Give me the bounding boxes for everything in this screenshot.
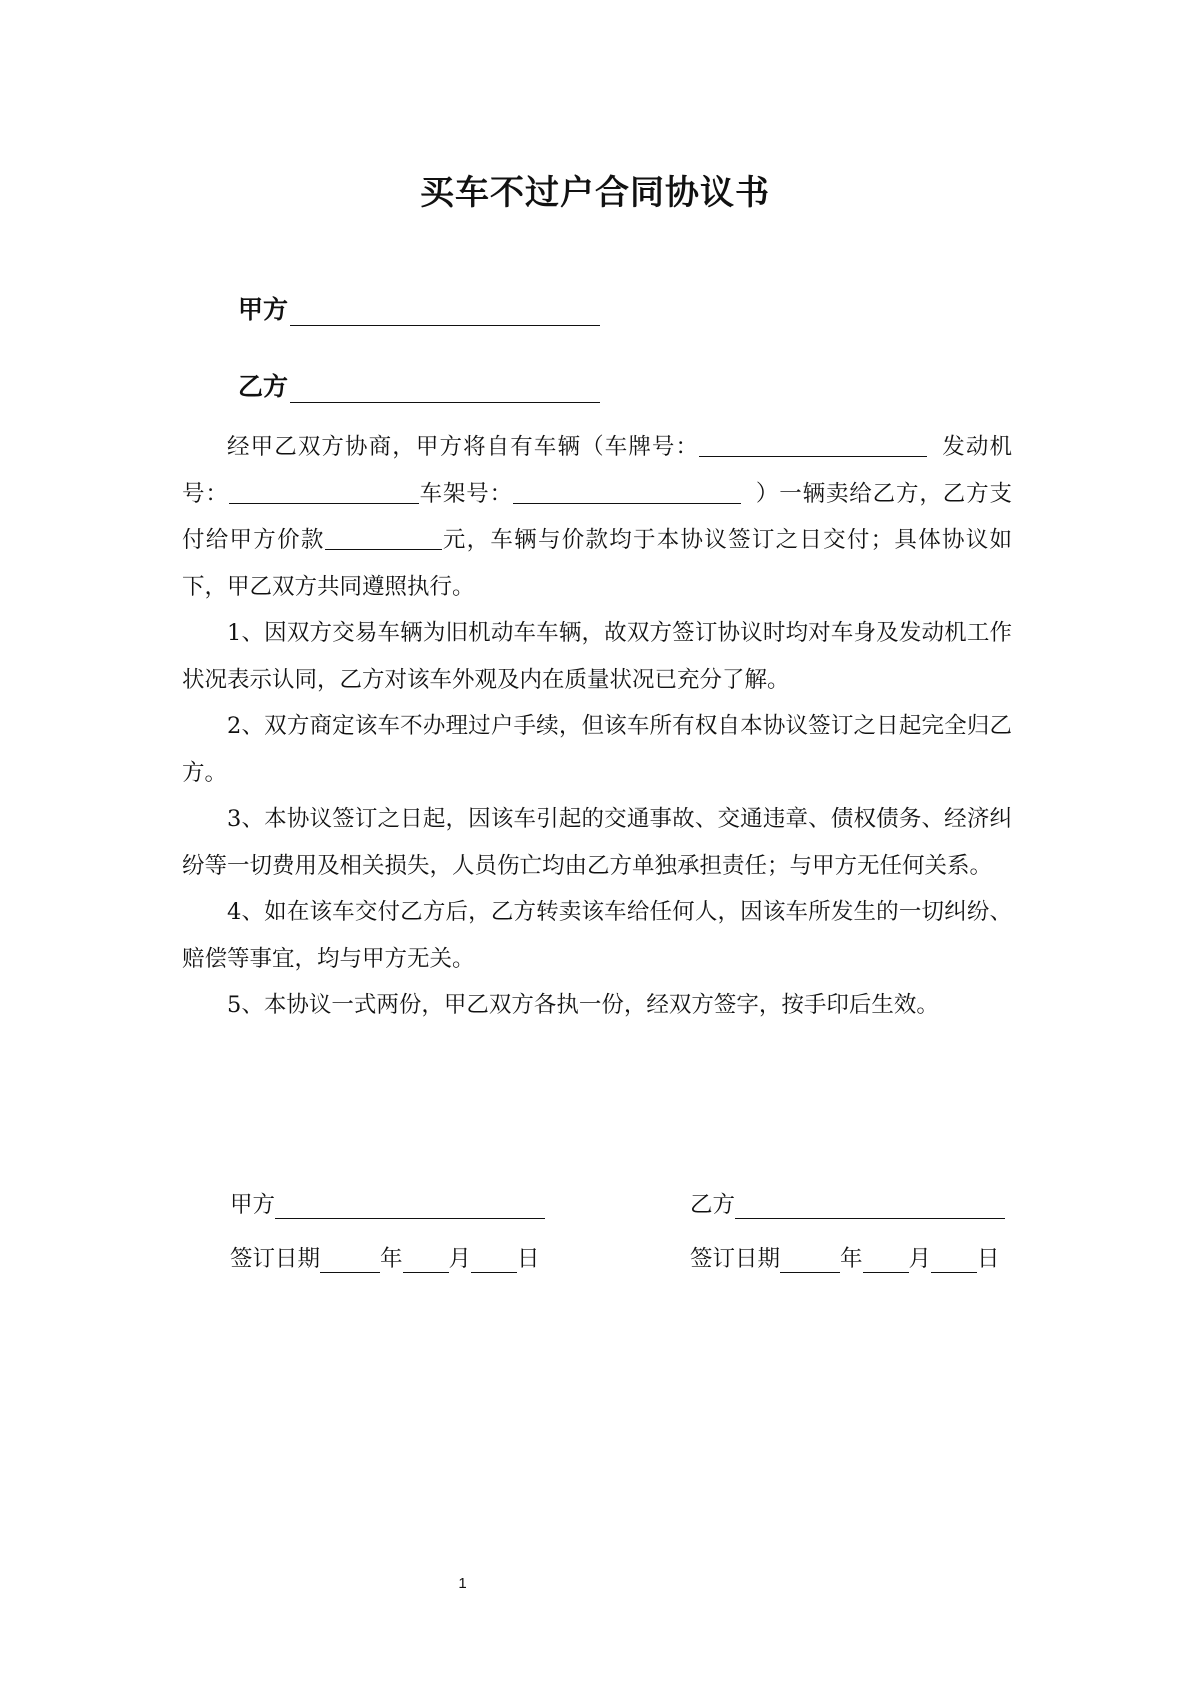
engine-number-blank bbox=[229, 481, 419, 504]
clause-1 bbox=[182, 610, 1012, 703]
signature-a-label: 甲方 bbox=[230, 1192, 276, 1218]
vin-blank bbox=[513, 481, 741, 504]
day-blank bbox=[471, 1250, 517, 1273]
party-b-blank bbox=[290, 380, 600, 403]
clause-4 bbox=[182, 889, 1012, 982]
clause-2 bbox=[182, 703, 1012, 796]
day-blank bbox=[931, 1250, 977, 1273]
clause-number: 2 bbox=[227, 713, 242, 739]
signature-party-a bbox=[230, 1187, 545, 1219]
signature-a-blank bbox=[275, 1196, 545, 1219]
clause-number: 3 bbox=[227, 806, 242, 832]
clause-text: 、本协议一式两份，甲乙双方各执一份，经双方签字，按手印后生效。 bbox=[241, 992, 939, 1018]
intro-paragraph bbox=[182, 424, 1012, 610]
clause-text: 、如在该车交付乙方后，乙方转卖该车给任何人，因该车所发生的一切纠纷、赔偿等事宜，均与甲方无关。 bbox=[182, 899, 1012, 972]
clause-5 bbox=[182, 982, 1012, 1029]
year-label: 年 bbox=[840, 1246, 863, 1272]
date-label: 签订日期 bbox=[690, 1246, 781, 1272]
signature-party-b bbox=[690, 1187, 1005, 1219]
signing-date-b bbox=[690, 1241, 1000, 1273]
intro-part2: 发动机号： bbox=[182, 434, 1012, 507]
intro-part1: 经甲乙双方协商，甲方将自有车辆（车牌号： bbox=[227, 434, 700, 460]
month-blank bbox=[403, 1250, 449, 1273]
date-label: 签订日期 bbox=[230, 1246, 321, 1272]
party-b-label: 乙方 bbox=[238, 372, 289, 401]
day-label: 日 bbox=[517, 1246, 540, 1272]
signature-b-blank bbox=[735, 1196, 1005, 1219]
year-blank bbox=[780, 1250, 840, 1273]
intro-part5: 元，车辆与价款均于本协议签订之日交付；具体协议如下，甲乙双方共同遵照执行。 bbox=[182, 527, 1012, 600]
month-label: 月 bbox=[908, 1246, 932, 1272]
party-a-header bbox=[238, 290, 600, 326]
plate-number-blank bbox=[699, 434, 927, 457]
clause-number: 5 bbox=[227, 992, 242, 1018]
clause-number: 4 bbox=[227, 899, 242, 925]
clause-text: 、本协议签订之日起，因该车引起的交通事故、交通违章、债权债务、经济纠纷等一切费用及相关损失，人员伤亡均由乙方单独承担责任；与甲方无任何关系。 bbox=[182, 806, 1012, 879]
document-title: 买车不过户合同协议书 bbox=[420, 173, 770, 213]
day-label: 日 bbox=[977, 1246, 1000, 1272]
signing-date-a bbox=[230, 1241, 540, 1273]
page-number: 1 bbox=[458, 1575, 467, 1592]
party-b-header bbox=[238, 367, 600, 403]
intro-part3: 车架号： bbox=[418, 480, 514, 507]
month-blank bbox=[863, 1250, 909, 1273]
price-blank bbox=[325, 527, 442, 550]
year-blank bbox=[320, 1250, 380, 1273]
signature-b-label: 乙方 bbox=[690, 1192, 736, 1218]
party-a-label: 甲方 bbox=[238, 295, 289, 324]
month-label: 月 bbox=[448, 1246, 472, 1272]
clause-text: 、因双方交易车辆为旧机动车车辆，故双方签订协议时均对车身及发动机工作状况表示认同，乙方对该车外观及内在质量状况已充分了解。 bbox=[182, 620, 1012, 693]
year-label: 年 bbox=[380, 1246, 403, 1272]
party-a-blank bbox=[290, 303, 600, 326]
clause-text: 、双方商定该车不办理过户手续，但该车所有权自本协议签订之日起完全归乙方。 bbox=[182, 713, 1012, 786]
intro-part4: ）一辆卖给乙方，乙方支付给甲方价款 bbox=[182, 480, 1012, 553]
clause-number: 1 bbox=[227, 620, 242, 646]
clause-3 bbox=[182, 796, 1012, 889]
contract-body bbox=[182, 424, 1012, 1029]
